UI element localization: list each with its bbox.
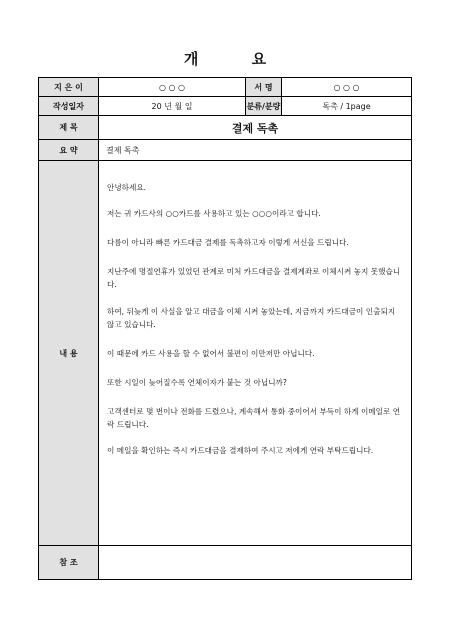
content-paragraph-3: 다름이 아니라 빠른 카드대금 결제를 독촉하고자 이렇게 서신을 드립니다. [107,238,349,247]
content-paragraph-1: 안녕하세요. [107,183,147,192]
author-row [39,78,412,97]
subject-row [39,116,412,140]
content-paragraph-7: 또한 시일이 늦어질수록 연체이자가 붙는 것 아닙니까? [107,378,287,387]
content-paragraph-4: 지난주에 명절연휴가 있었던 관계로 미처 카드대금을 결제계좌로 이체시켜 놓지 못했습니다. [107,267,401,289]
content-paragraph-5: 하여, 뒤늦게 이 사실을 알고 대금을 이체 시켜 놓았는데, 지금까지 카드대금이 인출되지 않고 있습니다. [107,307,398,329]
category-label: 분류/분량 [246,97,282,116]
summary-label: 요 약 [39,140,99,161]
summary-value: 결제 독촉 [99,140,412,161]
date-value: 20 년 월 일 [99,97,246,116]
date-row [39,97,412,116]
document-title: 개 요 [183,50,291,68]
subject-value: 결제 독촉 [99,116,412,140]
subject-label: 제 목 [39,116,99,140]
category-value: 독촉 / 1page [282,97,412,116]
content-paragraph-9: 이 메일을 확인하는 즉시 카드대금을 결제하여 주시고 저에게 연락 부탁드립니다. [107,446,374,455]
content-paragraph-6: 이 때문에 카드 사용을 할 수 없어서 불편이 이만저만 아닙니다. [107,349,315,358]
reference-row [39,546,412,580]
signature-value: ○ ○ ○ [282,78,412,97]
content-row [39,161,412,546]
signature-label: 서 명 [246,78,282,97]
reference-value [99,546,412,580]
content-paragraph-2: 저는 귀 카드사의 ○○카드를 사용하고 있는 ○○○이라고 합니다. [107,209,321,218]
reference-label: 참 조 [39,546,99,580]
content-body [99,161,412,546]
author-value: ○ ○ ○ [99,78,246,97]
content-label: 내 용 [39,161,99,546]
summary-row [39,140,412,161]
content-paragraph-8: 고객센터로 몇 번이나 전화를 드렸으나, 계속해서 통화 중이어서 부득이 하게 이메일로 연락 드립니다. [107,407,401,429]
date-label: 작성일자 [39,97,99,116]
author-label: 지 은 이 [39,78,99,97]
summary-form-table [38,77,412,580]
